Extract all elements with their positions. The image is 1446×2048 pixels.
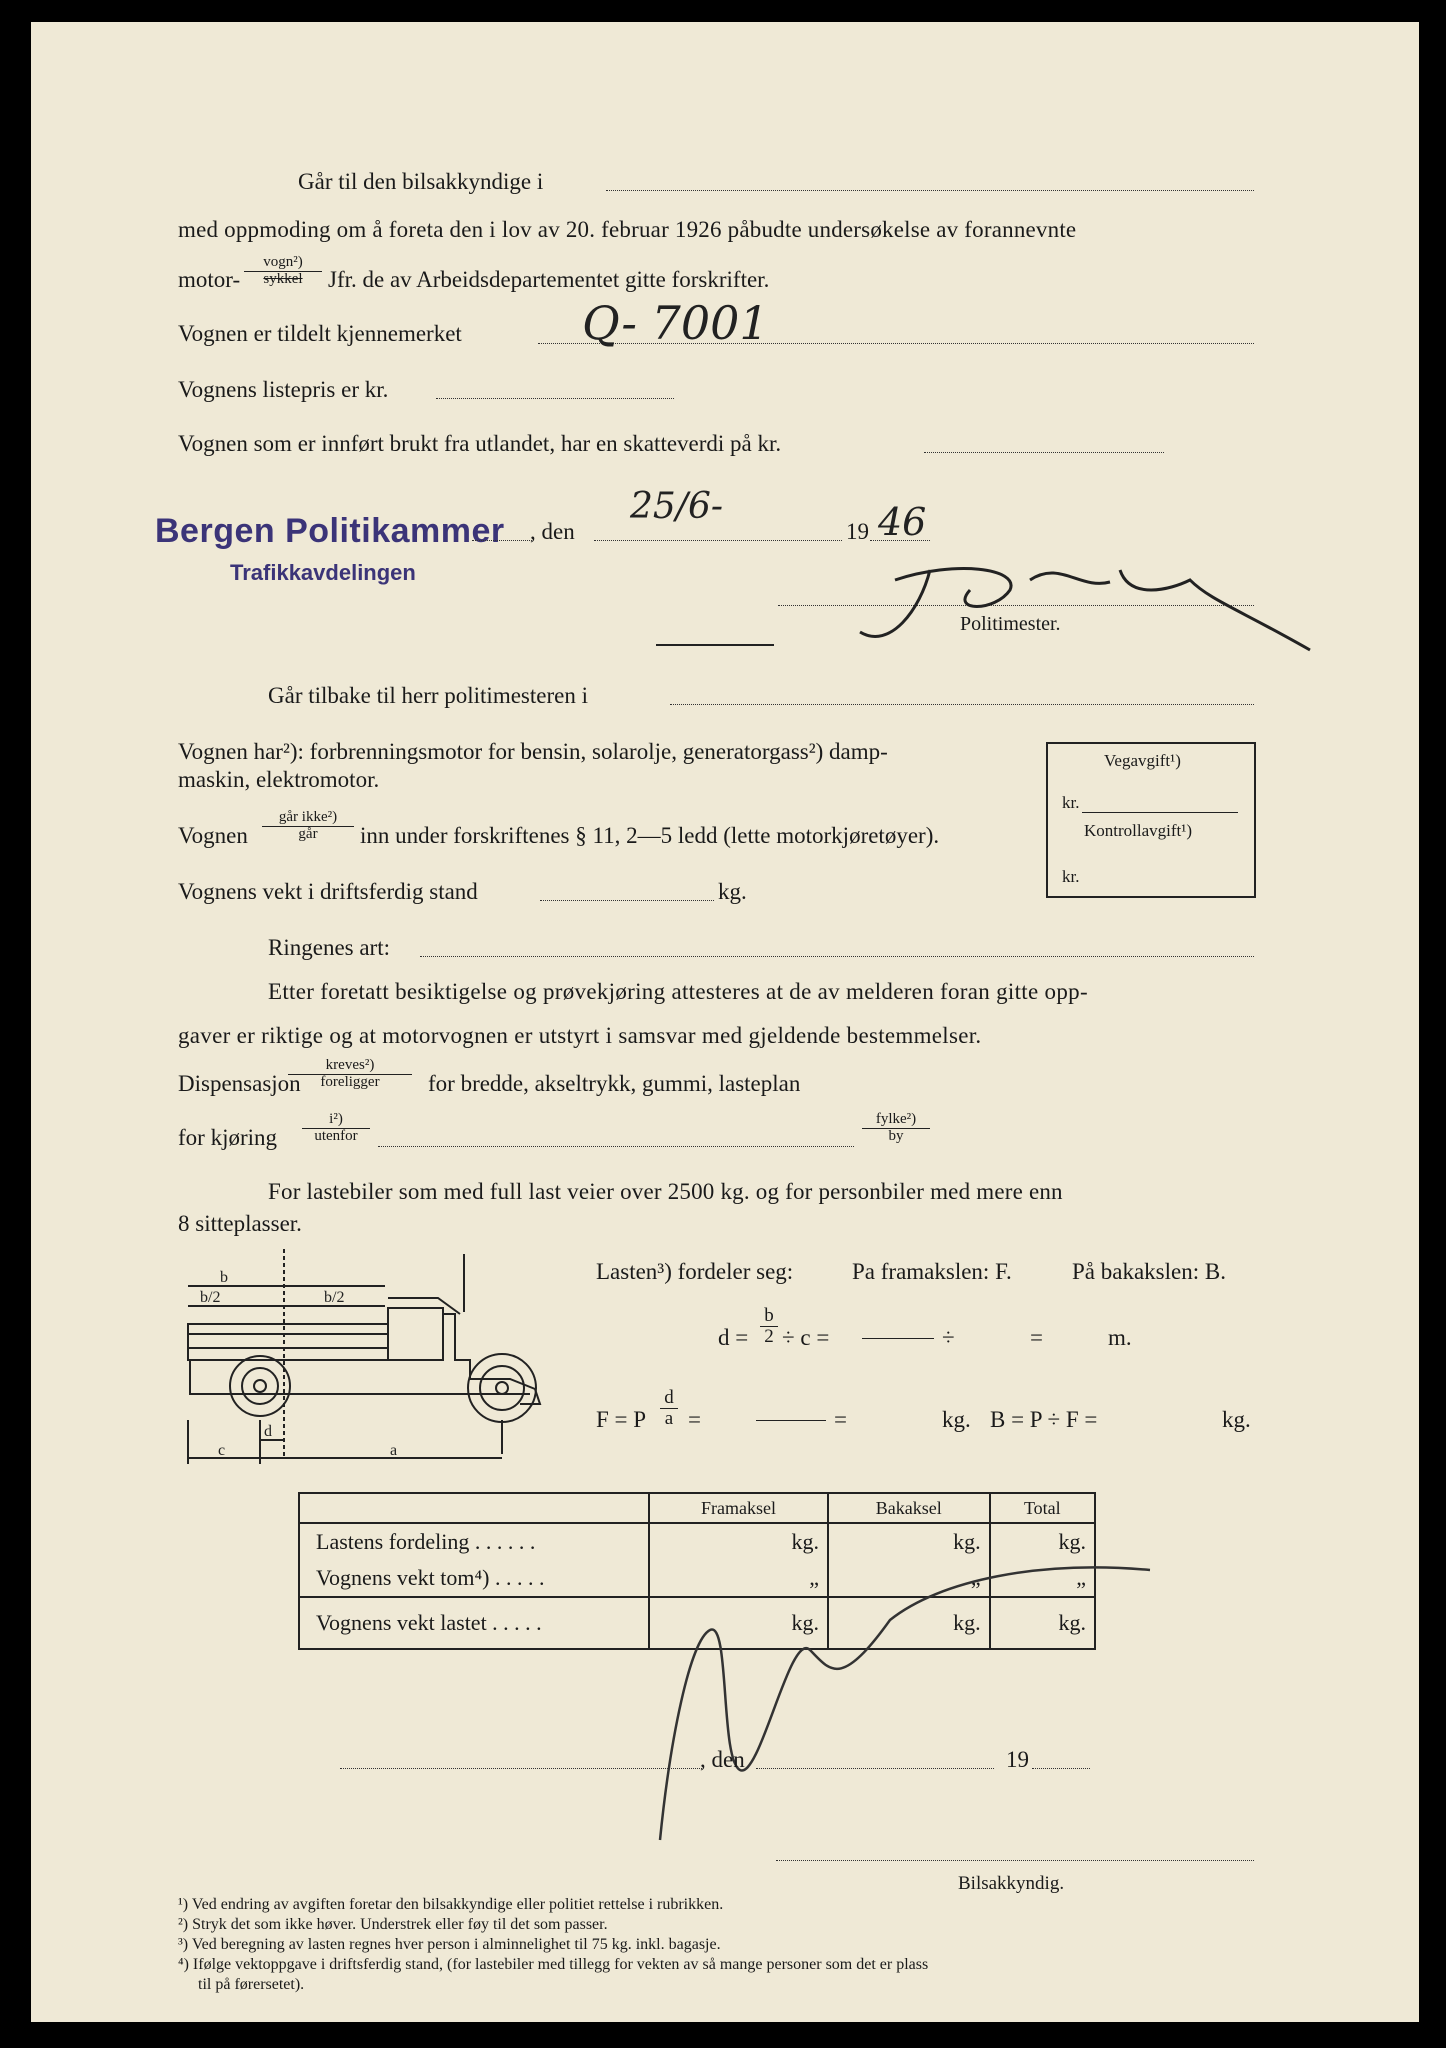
table-cell[interactable]: „	[828, 1560, 990, 1597]
diagram-label-b2-left: b/2	[200, 1289, 221, 1306]
light-frac-num: går ikke²)	[262, 810, 354, 827]
control-fee-kr: kr.	[1062, 867, 1080, 886]
formula-d-minus: ÷	[942, 1325, 955, 1350]
date-value-1: 25/6-	[630, 486, 724, 527]
operating-weight-label: Vognens vekt i driftsferdig stand	[178, 879, 478, 904]
footnote-4-continued: til på førersetet).	[198, 1976, 305, 1993]
list-price-field[interactable]	[436, 398, 674, 399]
plate-label: Vognen er tildelt kjennemerket	[178, 321, 462, 346]
diagram-label-a: a	[390, 1442, 398, 1459]
trucks-note-line1: For lastebiler som med full last veier over 2500 kg. og for personbiler med mere enn	[268, 1179, 1063, 1204]
police-chief-title: Politimester.	[960, 613, 1061, 635]
county-frac-num: fylke²)	[862, 1112, 930, 1129]
police-signature	[770, 540, 1320, 660]
inspector-title: Bilsakkyndig.	[958, 1873, 1065, 1894]
formula-d-fraction	[760, 1306, 778, 1347]
formula-f-num: d	[660, 1388, 678, 1409]
goes-to-label: Går til den bilsakkyndige i	[298, 169, 544, 194]
row-label: Vognens vekt tom⁴) . . . . .	[299, 1560, 649, 1597]
table-cell[interactable]: kg.	[990, 1523, 1095, 1560]
table-header-rear-axle: Bakaksel	[828, 1493, 990, 1523]
table-cell[interactable]: kg.	[649, 1597, 828, 1649]
returns-to-field[interactable]	[670, 704, 1254, 705]
police-stamp-department: Trafikkavdelingen	[230, 560, 416, 585]
county-fraction	[862, 1112, 930, 1145]
disp-frac-den: foreligger	[320, 1073, 380, 1090]
year-field-2[interactable]	[1032, 1768, 1090, 1769]
table-cell[interactable]: kg.	[990, 1597, 1095, 1649]
formula-d-den: 2	[764, 1325, 774, 1347]
tires-field[interactable]	[420, 956, 1254, 957]
engine-type-line2: maskin, elektromotor.	[178, 767, 380, 792]
light-vehicle-suffix: inn under forskriftenes § 11, 2—5 ledd (lette motorkjøretøyer).	[360, 823, 940, 848]
table-cell[interactable]: kg.	[828, 1523, 990, 1560]
operating-weight-field[interactable]	[540, 900, 714, 901]
table-row-load-distribution	[299, 1523, 1095, 1560]
formula-d-equals: =	[1030, 1325, 1043, 1350]
motor-prefix: motor-	[178, 267, 241, 292]
diagram-label-c: c	[218, 1442, 226, 1459]
formula-d-unit: m.	[1108, 1325, 1132, 1350]
formula-f-fraction	[660, 1388, 678, 1429]
trucks-note-line2: 8 sitteplasser.	[178, 1211, 302, 1236]
date-den-1: , den	[530, 519, 575, 544]
dispensation-suffix: for bredde, akseltrykk, gummi, lasteplan	[428, 1071, 801, 1096]
control-fee-label: Kontrollavgift¹)	[1084, 821, 1193, 840]
light-vehicle-fraction	[262, 810, 354, 843]
light-frac-den: går	[298, 825, 318, 842]
formula-d-minus-c: ÷ c =	[782, 1325, 830, 1350]
formula-f-unit: kg.	[942, 1407, 971, 1432]
table-header-total: Total	[990, 1493, 1095, 1523]
table-cell[interactable]: kg.	[649, 1523, 828, 1560]
place-field-1[interactable]	[472, 540, 532, 541]
dispensation-fraction	[288, 1058, 412, 1091]
attestation-line2: gaver er riktige og at motorvognen er utstyrt i samsvar med gjeldende bestemmelser.	[178, 1023, 982, 1048]
formula-f-den: a	[664, 1407, 674, 1429]
weight-table-header-row	[299, 1493, 1095, 1523]
disp-frac-num: kreves²)	[288, 1058, 412, 1075]
table-header-front-axle: Framaksel	[649, 1493, 828, 1523]
formula-f-lhs: F = P	[596, 1407, 647, 1432]
year-value-1: 46	[878, 500, 927, 544]
row-label: Vognens vekt lastet . . . . .	[299, 1597, 649, 1649]
formula-f-equals-1: =	[688, 1407, 701, 1432]
pen-scribble	[640, 1560, 1160, 1860]
road-fee-label: Vegavgift¹)	[1104, 751, 1181, 770]
truck-diagram	[180, 1244, 560, 1484]
motor-suffix: Jfr. de av Arbeidsdepartementet gitte forskrifter.	[328, 267, 770, 292]
plate-value: Q- 7001	[582, 296, 769, 350]
dispensation-label: Dispensasjon	[178, 1071, 301, 1096]
tires-label: Ringenes art:	[268, 935, 390, 960]
operating-weight-unit: kg.	[718, 879, 747, 904]
formula-b-unit: kg.	[1222, 1407, 1251, 1432]
formula-f-equals-2: =	[834, 1407, 847, 1432]
inspector-signature-line[interactable]	[776, 1860, 1254, 1861]
road-fee-field[interactable]	[1082, 812, 1238, 813]
formula-d-field-1[interactable]	[862, 1338, 934, 1339]
drive-frac-den: utenfor	[314, 1127, 358, 1144]
goes-to-field[interactable]	[606, 190, 1254, 191]
import-value-field[interactable]	[924, 452, 1164, 453]
footnote-2: ²) Stryk det som ikke høver. Understrek eller føy til det som passer.	[178, 1916, 608, 1933]
request-text: med oppmoding om å foreta den i lov av 20. februar 1926 påbudte undersøkelse av forannevnte	[178, 217, 1077, 242]
list-price-label: Vognens listepris er kr.	[178, 377, 389, 402]
place-field-2[interactable]	[340, 1768, 702, 1769]
year-prefix-1: 19	[846, 519, 869, 544]
year-prefix-2: 19	[1006, 1747, 1029, 1772]
diagram-label-b2-right: b/2	[324, 1289, 345, 1306]
motor-frac-num: vogn²)	[244, 255, 322, 272]
driving-area-field[interactable]	[378, 1146, 854, 1147]
county-frac-den: by	[888, 1127, 904, 1144]
section-divider	[656, 644, 774, 646]
road-fee-kr: kr.	[1062, 793, 1080, 812]
diagram-label-b: b	[220, 1269, 228, 1286]
driving-fraction	[302, 1112, 370, 1145]
attestation-line1: Etter foretatt besiktigelse og prøvekjøring attesteres at de av melderen foran gitte opp-	[268, 979, 1088, 1004]
formula-b-expression: B = P ÷ F =	[990, 1407, 1098, 1432]
vognen-label: Vognen	[178, 823, 248, 848]
formula-d-num: b	[760, 1306, 778, 1327]
date-field-2[interactable]	[756, 1768, 994, 1769]
table-cell[interactable]: kg.	[828, 1597, 990, 1649]
load-distribution-label: Lasten³) fordeler seg:	[596, 1259, 794, 1284]
driving-label: for kjøring	[178, 1125, 278, 1150]
footnote-1: ¹) Ved endring av avgiften foretar den bilsakkyndige eller politiet rettelse i rubrikken.	[178, 1896, 724, 1913]
formula-d-lhs: d =	[718, 1325, 749, 1350]
formula-f-field[interactable]	[756, 1420, 826, 1421]
weight-table-corner	[299, 1493, 649, 1523]
row-label: Lastens fordeling . . . . . .	[299, 1523, 649, 1560]
rear-axle-label: På bakakslen: B.	[1072, 1259, 1226, 1284]
motor-fraction	[244, 255, 322, 288]
motor-frac-den: sykkel	[263, 270, 303, 287]
engine-type-line1: Vognen har²): forbrenningsmotor for bensin, solarolje, generatorgass²) damp-	[178, 739, 888, 764]
police-stamp-title: Bergen Politikammer	[155, 512, 505, 550]
front-axle-label: Pa framakslen: F.	[852, 1259, 1012, 1284]
drive-frac-num: i²)	[302, 1112, 370, 1129]
table-cell[interactable]: „	[649, 1560, 828, 1597]
table-cell[interactable]: „	[990, 1560, 1095, 1597]
footnote-4: ⁴) Ifølge vektoppgave i driftsferdig stand, (for lastebiler med tillegg for vekten av så mange personer som det er plass	[178, 1956, 929, 1973]
date-den-2: , den	[700, 1747, 745, 1772]
footnote-3: ³) Ved beregning av lasten regnes hver person i alminnelighet til 75 kg. inkl. bagasje.	[178, 1936, 721, 1953]
import-value-label: Vognen som er innført brukt fra utlandet, har en skatteverdi på kr.	[178, 431, 782, 456]
diagram-label-d: d	[264, 1423, 272, 1440]
returns-to-label: Går tilbake til herr politimesteren i	[268, 683, 588, 708]
